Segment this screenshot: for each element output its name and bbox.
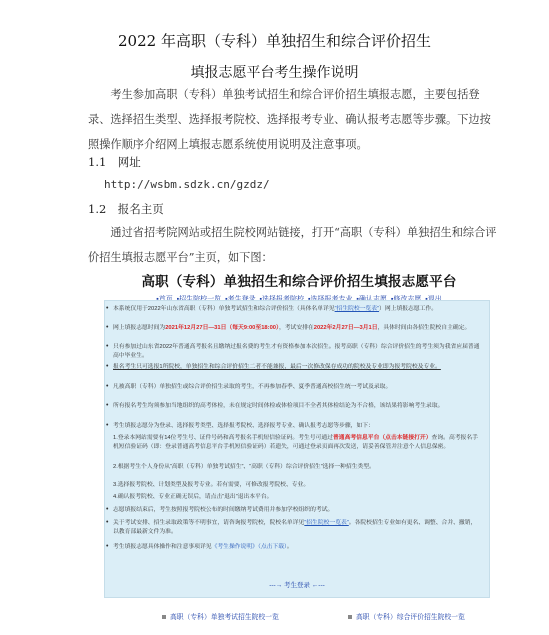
section-heading-url: 1.1 网址 xyxy=(88,155,141,169)
notice-item: • 网上填报志愿时间为2021年12月27日—31日（每天9:00至18:00），考试安排在2022年2月27日—3月1日，具体时间由各招生院校自主确定。 xyxy=(106,324,471,331)
notice-step: 3.选择报考院校、计划类型及报考专业。若有需要，可修改报考院校、专业。 xyxy=(113,482,310,488)
bullet-icon xyxy=(162,615,166,619)
doc-title: 2022 年高职（专科）单独招生和综合评价招生 xyxy=(118,32,431,50)
gaokao-platform-link[interactable]: 普通高考信息平台（点击本链接打开） xyxy=(332,435,432,441)
notice-step: 1.登录本网站需要有14位考生号、证件号码和高考报名手机短信验证码。考生号可通过普通高考信息平台（点击本链接打开）查询。高考报名手机短信验证码（即：登录普通高考信息平台手机短信验证码）若遗失，可通过登录页面再次发送，请妥善保管并注意个人信息保密。 xyxy=(113,435,478,450)
notice-step: 2.根据考生个人身份从“高职（专科）单独考试招生”、“高职（专科）综合评价招生”选择一种招生类型。 xyxy=(113,464,375,470)
notice-item: • 凡被高职（专科）单独招生或综合评价招生录取的考生，不再参加春季、夏季普通高校招生统一考试及录取。 xyxy=(106,383,392,390)
notice-box xyxy=(104,300,490,598)
platform-url[interactable]: http://wsbm.sdzk.cn/gzdz/ xyxy=(104,178,270,191)
doc-subtitle: 填报志愿平台考生操作说明 xyxy=(190,65,359,81)
notice-item: • 关于考试安排、招生录取政策等不明事宜，请咨询报考院校，院校名单详见“招生院校一览表”。各院校招生专业如有更名、调整、合并、撤销，以教育部最新文件为准。 xyxy=(106,519,477,535)
section-heading-homepage: 1.2 报名主页 xyxy=(88,202,164,216)
homepage-paragraph: 通过省招考院网站或招生院校网站链接，打开“高职（专科）单独招生和综合评价招生填报志愿平台”主页，如下图： xyxy=(88,226,497,264)
notice-item: • 本系统仅用于2022年山东省高职（专科）单独考试招生和综合评价招生（具体名单详见“招生院校一览表”）网上填报志愿工作。 xyxy=(106,305,438,312)
platform-title: 高职（专科）单独招生和综合评价招生填报志愿平台 xyxy=(141,274,457,289)
notice-item: • 考生填报志愿具体操作和注意事项详见《考生操作说明》（点击下载）。 xyxy=(106,543,293,550)
notice-item: • 所有报名考生均须参加当地组织的高考体检，未在规定时间体检或体检项目不全者其体检结论为不合格，该结果将影响考生录取。 xyxy=(106,402,444,409)
notice-item: • 考生填报志愿分为登录、选择报考类型、选择报考院校、选择报考专业、确认报考志愿等步骤，如下： xyxy=(106,422,374,429)
intro-paragraph: 考生参加高职（专科）单独考试招生和综合评价招生填报志愿，主要包括登录、选择招生类型、选择报考院校、选择报考专业、确认报考志愿等步骤。下边按照操作顺序介绍网上填报志愿系统使用说明及注意事项。 xyxy=(88,88,491,151)
bullet-icon xyxy=(348,615,352,619)
footer-comprehensive-link[interactable]: 高职（专科）综合评价招生院校一览 xyxy=(348,611,465,621)
operation-guide-link[interactable]: 《考生操作说明》（点击下载） xyxy=(211,544,287,550)
school-list-link[interactable]: “招生院校一览表” xyxy=(334,306,380,312)
notice-item: • 报名考生只可选报1所院校，单独招生和综合评价招生二者不能兼报，最后一次修改保存成功的院校及专业即为报考院校及专业。 xyxy=(106,363,441,370)
notice-item: • 只有参加过山东省2022年普通高考报名且缴纳过报名费的考生才有资格参加本次招生。报考高职（专科）综合评价招生的考生须为我省应届普通高中毕业生。 xyxy=(106,343,480,359)
student-login-link[interactable]: ---→ 考生登录 ←--- xyxy=(269,582,325,589)
notice-step: 4.确认报考院校、专业正确无误后，请点击“退出”退出本平台。 xyxy=(113,494,273,500)
school-list-link-2[interactable]: “招生院校一览表” xyxy=(304,520,349,526)
platform-screenshot xyxy=(100,268,498,635)
footer-single-exam-link[interactable]: 高职（专科）单独考试招生院校一览 xyxy=(162,611,279,621)
notice-item: • 志愿填报结束后，考生按照报考院校公布的时间缴纳考试费用并参加学校组织的考试。 xyxy=(106,506,334,513)
